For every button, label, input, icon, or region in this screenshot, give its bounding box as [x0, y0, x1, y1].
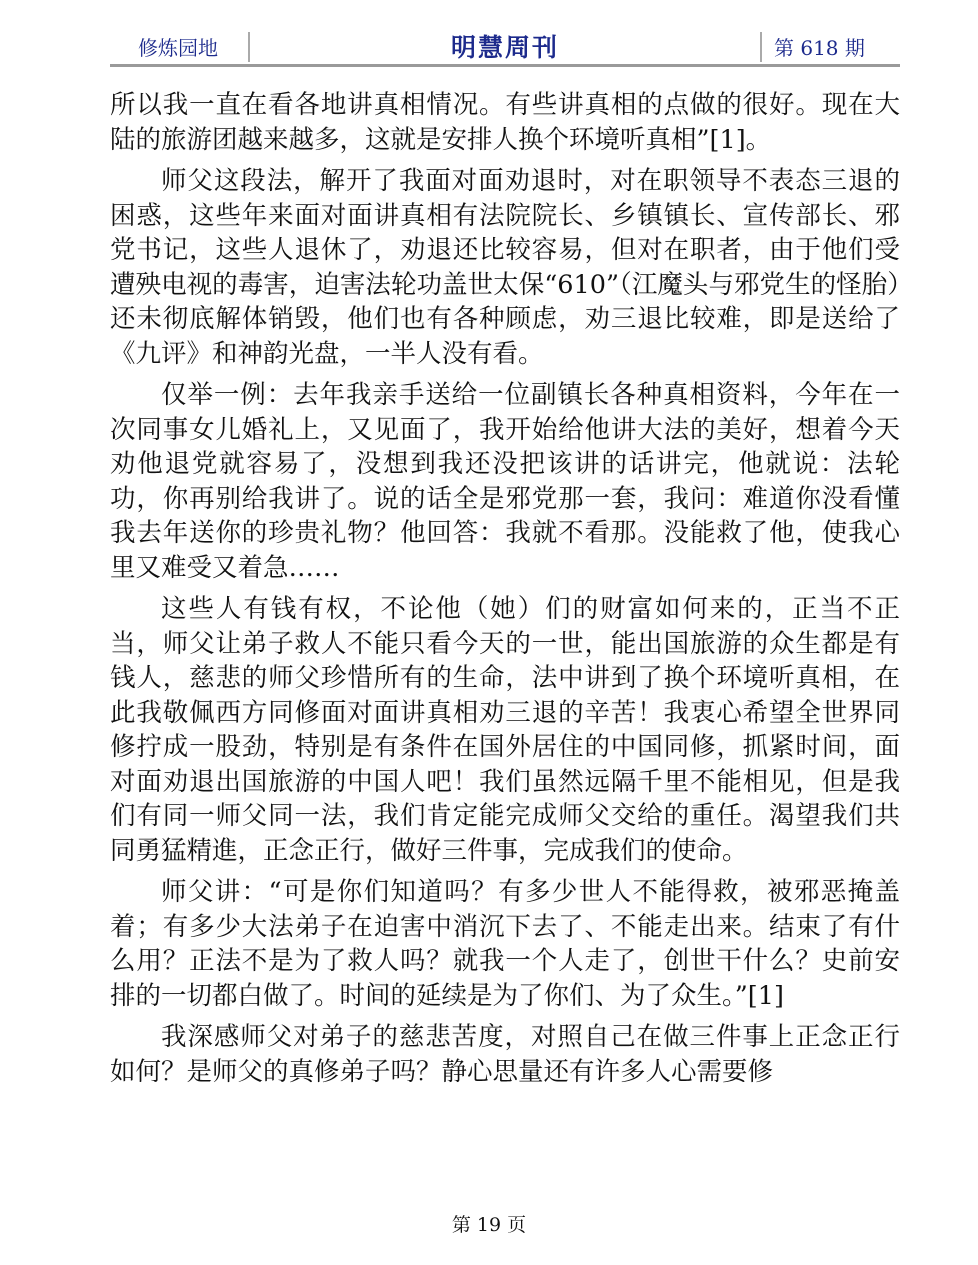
publication-title: 明慧周刊 — [450, 33, 559, 62]
paragraph: 我深感师父对弟子的慈悲苦度，对照自己在做三件事上正念正行如何？是师父的真修弟子吗？静心思量还有许多人心需要修 — [110, 1022, 900, 1087]
header-rule — [110, 64, 900, 67]
page-number: 第 19 页 — [451, 1214, 527, 1236]
section-title: 修炼园地 — [138, 36, 218, 60]
paragraph: 这些人有钱有权，不论他（她）们的财富如何来的，正当不正当，师父让弟子救人不能只看今天的一世，能出国旅游的众生都是有钱人，慈悲的师父珍惜所有的生命，法中讲到了换个环境听真相，在此我敬佩西方同修面对面讲真相劝三退的辛苦！我衷心希望全世界同修拧成一股劲，特别是有条件在国外居住的中国同修，抓紧时间，面对面劝退出国旅游的中国人吧！我们虽然远隔千里不能相见，但是我们有同一师父同一法，我们肯定能完成师父交给的重任。渴望我们共同勇猛精進，正念正行，做好三件事，完成我们的使命。 — [110, 594, 900, 866]
paragraph: 仅举一例：去年我亲手送给一位副镇长各种真相资料，今年在一次同事女儿婚礼上，又见面了，我开始给他讲大法的美好，想着今天劝他退党就容易了，没想到我还没把该讲的话讲完，他就说：法轮功，你再别给我讲了。说的话全是邪党那一套，我问：难道你没看懂我去年送你的珍贵礼物？他回答：我就不看那。没能救了他，使我心里又难受又着急…… — [110, 380, 900, 583]
page-header — [110, 28, 900, 64]
issue-number: 第 618 期 — [774, 36, 865, 60]
header-divider-right — [760, 32, 762, 62]
article-body — [110, 88, 900, 1096]
paragraph: 师父这段法，解开了我面对面劝退时，对在职领导不表态三退的困惑，这些年来面对面讲真相有法院院长、乡镇镇长、宣传部长、邪党书记，这些人退休了，劝退还比较容易，但对在职者，由于他们受遭殃电视的毒害，迫害法轮功盖世太保“610”（江魔头与邪党生的怪胎）还未彻底解体销毁，他们也有各种顾虑，劝三退比较难，即是送给了《九评》和神韵光盘，一半人没有看。 — [110, 166, 900, 369]
paragraph-continued: 所以我一直在看各地讲真相情况。有些讲真相的点做的很好。现在大陆的旅游团越来越多，这就是安排人换个环境听真相”[1]。 — [110, 90, 900, 155]
paragraph: 师父讲：“可是你们知道吗？有多少世人不能得救，被邪恶掩盖着；有多少大法弟子在迫害中消沉下去了、不能走出来。结束了有什么用？正法不是为了救人吗？就我一个人走了，创世干什么？史前安排的一切都白做了。时间的延续是为了你们、为了众生。”[1] — [110, 877, 900, 1011]
